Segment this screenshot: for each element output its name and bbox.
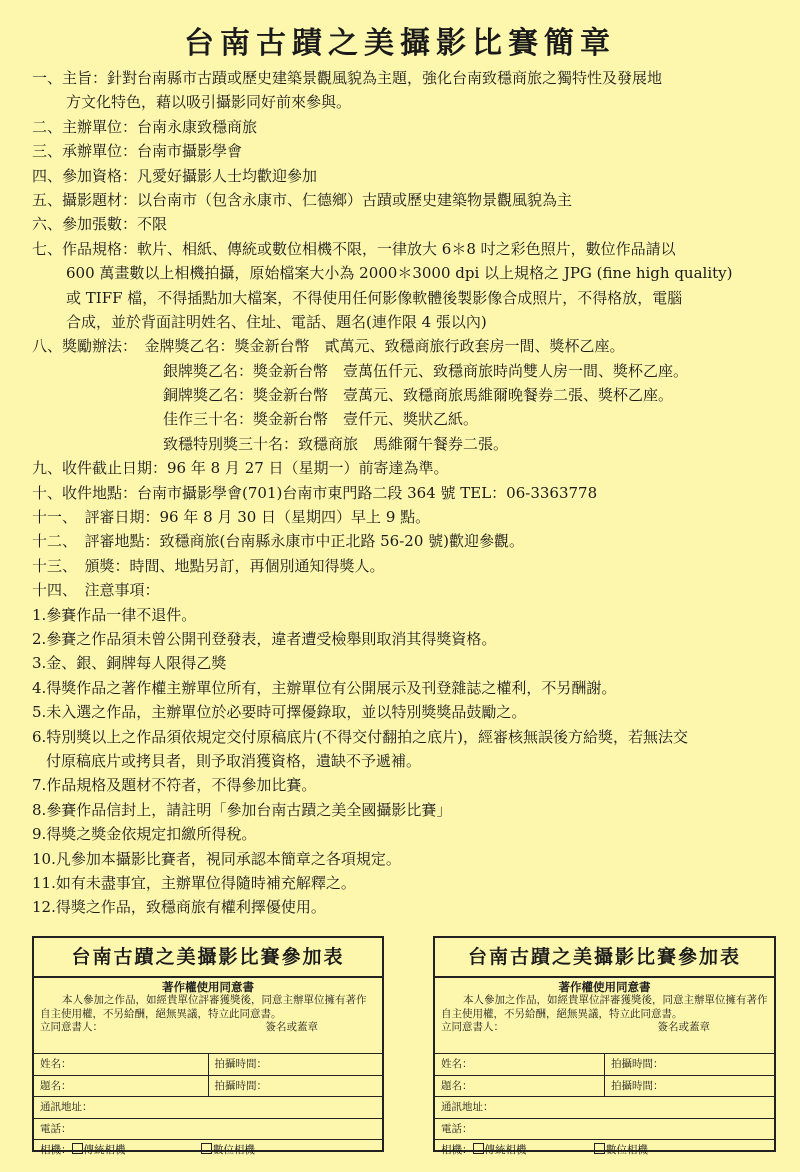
consent-title: 著作權使用同意書 (558, 980, 651, 994)
form-row (435, 1097, 774, 1119)
rule-line: 十一、 評審日期：96 年 8 月 30 日（星期四）早上 9 點。 (32, 508, 431, 527)
consent-body: 本人參加之作品，如經貴單位評審獲獎後，同意主辦單位擁有著作自主使用權，不另給酬，絕無異議，特立此同意書。 (40, 994, 367, 1020)
rule-line: 九、收件截止日期：96 年 8 月 27 日（星期一）前寄達為準。 (32, 459, 449, 478)
phone-field[interactable]: 電話： (441, 1122, 473, 1135)
form-title: 台南古蹟之美攝影比賽參加表 (435, 938, 774, 978)
address-field[interactable]: 通訊地址： (40, 1101, 93, 1113)
rule-line: 4.得獎作品之著作權主辦單位所有，主辦單位有公開展示及刊登雜誌之權利，不另酬謝。 (32, 678, 617, 697)
consent-body: 本人參加之作品，如經貴單位評審獲獎後，同意主辦單位擁有著作自主使用權，不另給酬，絕無異議，特立此同意書。 (441, 994, 768, 1020)
rule-line: 7.作品規格及題材不符者，不得參加比賽。 (32, 776, 317, 795)
entry-form-right (433, 936, 776, 1156)
rule-line: 二、主辦單位：台南永康致穩商旅 (32, 117, 258, 136)
form-row (34, 1119, 382, 1141)
subject-field[interactable]: 題名： (441, 1079, 473, 1092)
shoot-time-field[interactable]: 拍攝時間： (604, 1054, 774, 1075)
signature-row (40, 1021, 376, 1034)
signature-row (441, 1021, 768, 1034)
rule-line: 銅牌獎乙名：獎金新台幣 壹萬元、致穩商旅馬維爾晚餐券二張、獎杯乙座。 (163, 386, 674, 405)
rule-line: 十二、 評審地點：致穩商旅(台南縣永康市中正北路 56-20 號)歡迎參觀。 (32, 532, 524, 551)
consent-section (435, 978, 774, 1054)
rule-line: 四、參加資格：凡愛好攝影人士均歡迎參加 (32, 166, 318, 185)
camera-field (435, 1140, 774, 1161)
rule-line: 致穩特別獎三十名：致穩商旅 馬維爾午餐券二張。 (163, 434, 509, 453)
rule-line: 3.金、銀、銅牌每人限得乙獎 (32, 654, 227, 673)
address-field[interactable]: 通訊地址： (441, 1101, 494, 1113)
rule-line: 銀牌獎乙名：獎金新台幣 壹萬伍仟元、致穩商旅時尚雙人房一間、獎杯乙座。 (163, 361, 689, 380)
digital-camera-checkbox[interactable] (594, 1143, 605, 1154)
camera-label: 相機： (40, 1144, 72, 1156)
form-title: 台南古蹟之美攝影比賽參加表 (34, 938, 382, 978)
rule-line: 十、收件地點：台南市攝影學會(701)台南市東門路二段 364 號 TEL：06-3363778 (32, 483, 598, 502)
rule-line: 十三、 頒獎：時間、地點另訂，再個別通知得獎人。 (32, 556, 385, 575)
camera-label: 相機： (441, 1144, 473, 1156)
traditional-camera-label: 傳統相機 (83, 1144, 126, 1156)
rule-line: 6.特別獎以上之作品須依規定交付原稿底片(不得交付翻拍之底片)，經審核無誤後方給獎，若無法交 (32, 727, 689, 746)
rule-line: 合成，並於背面註明姓名、住址、電話、題名(連作限 4 張以內) (66, 312, 487, 331)
sign-label[interactable]: 簽名或蓋章 (657, 1021, 710, 1034)
rule-line: 佳作三十名：獎金新台幣 壹仟元、獎狀乙紙。 (163, 410, 479, 429)
phone-field[interactable]: 電話： (40, 1122, 72, 1135)
rule-line: 600 萬畫數以上相機拍攝，原始檔案大小為 2000＊3000 dpi 以上規格之 JPG (fine high quality) (66, 264, 733, 283)
form-row (435, 1076, 774, 1098)
rule-line: 五、攝影題材：以台南市（包含永康市、仁德鄉）古蹟或歷史建築物景觀風貌為主 (32, 190, 573, 209)
consent-signer: 立同意書人： (40, 1021, 103, 1034)
form-row (34, 1140, 382, 1161)
name-field[interactable]: 姓名： (40, 1058, 72, 1070)
rule-line: 12.得獎之作品，致穩商旅有權利擇優使用。 (32, 898, 326, 917)
traditional-camera-label: 傳統相機 (484, 1144, 527, 1156)
rule-line: 七、作品規格：軟片、相紙、傳統或數位相機不限，一律放大 6＊8 吋之彩色照片，數位作品請以 (32, 239, 676, 258)
rule-line: 5.未入選之作品，主辦單位於必要時可擇優錄取，並以特別獎獎品鼓勵之。 (32, 703, 527, 722)
form-row (34, 1054, 382, 1076)
rule-line: 三、承辦單位：台南市攝影學會 (32, 142, 243, 161)
sign-label[interactable]: 簽名或蓋章 (265, 1021, 318, 1034)
rule-line: 十四、 注意事項： (32, 581, 160, 600)
shoot-time-field[interactable]: 拍攝時間： (604, 1076, 774, 1097)
form-row (34, 1097, 382, 1119)
rule-line: 1.參賽作品一律不退件。 (32, 605, 197, 624)
rule-line: 方文化特色，藉以吸引攝影同好前來參與。 (66, 93, 352, 112)
camera-field (34, 1140, 382, 1161)
rule-line: 八、獎勵辦法： 金牌獎乙名：獎金新台幣 貳萬元、致穩商旅行政套房一間、獎杯乙座。 (32, 337, 625, 356)
form-row (435, 1054, 774, 1076)
subject-field[interactable]: 題名： (40, 1079, 72, 1092)
entry-form-left (32, 936, 384, 1156)
consent-title: 著作權使用同意書 (162, 980, 254, 994)
digital-camera-label: 數位相機 (212, 1144, 255, 1156)
name-field[interactable]: 姓名： (441, 1058, 473, 1070)
traditional-camera-checkbox[interactable] (473, 1143, 484, 1154)
shoot-time-field[interactable]: 拍攝時間： (208, 1054, 383, 1075)
rule-line: 9.得獎之獎金依規定扣繳所得稅。 (32, 825, 257, 844)
traditional-camera-checkbox[interactable] (72, 1143, 83, 1154)
rule-line: 付原稿底片或拷貝者，則予取消獲資格，遺缺不予遞補。 (46, 751, 422, 770)
digital-camera-label: 數位相機 (605, 1144, 648, 1156)
consent-section (34, 978, 382, 1054)
shoot-time-field[interactable]: 拍攝時間： (208, 1076, 383, 1097)
consent-signer: 立同意書人： (441, 1021, 504, 1034)
rule-line: 10.凡參加本攝影比賽者，視同承認本簡章之各項規定。 (32, 849, 401, 868)
rule-line: 一、主旨：針對台南縣市古蹟或歷史建築景觀風貌為主題，強化台南致穩商旅之獨特性及發展地 (32, 69, 663, 87)
rule-line: 8.參賽作品信封上，請註明「參加台南古蹟之美全國攝影比賽」 (32, 800, 452, 819)
rule-line: 11.如有未盡事宜，主辦單位得隨時補充解釋之。 (32, 873, 356, 892)
page-title: 台南古蹟之美攝影比賽簡章 (184, 26, 616, 61)
rule-line: 六、參加張數：不限 (32, 215, 168, 234)
form-row (435, 1140, 774, 1161)
rules-list (32, 66, 780, 920)
form-row (435, 1119, 774, 1141)
rule-line: 或 TIFF 檔，不得插點加大檔案，不得使用任何影像軟體後製影像合成照片，不得格放，電腦 (66, 288, 683, 307)
rule-line: 2.參賽之作品須未曾公開刊登發表，違者遭受檢舉則取消其得獎資格。 (32, 629, 497, 648)
form-row (34, 1076, 382, 1098)
digital-camera-checkbox[interactable] (201, 1143, 212, 1154)
